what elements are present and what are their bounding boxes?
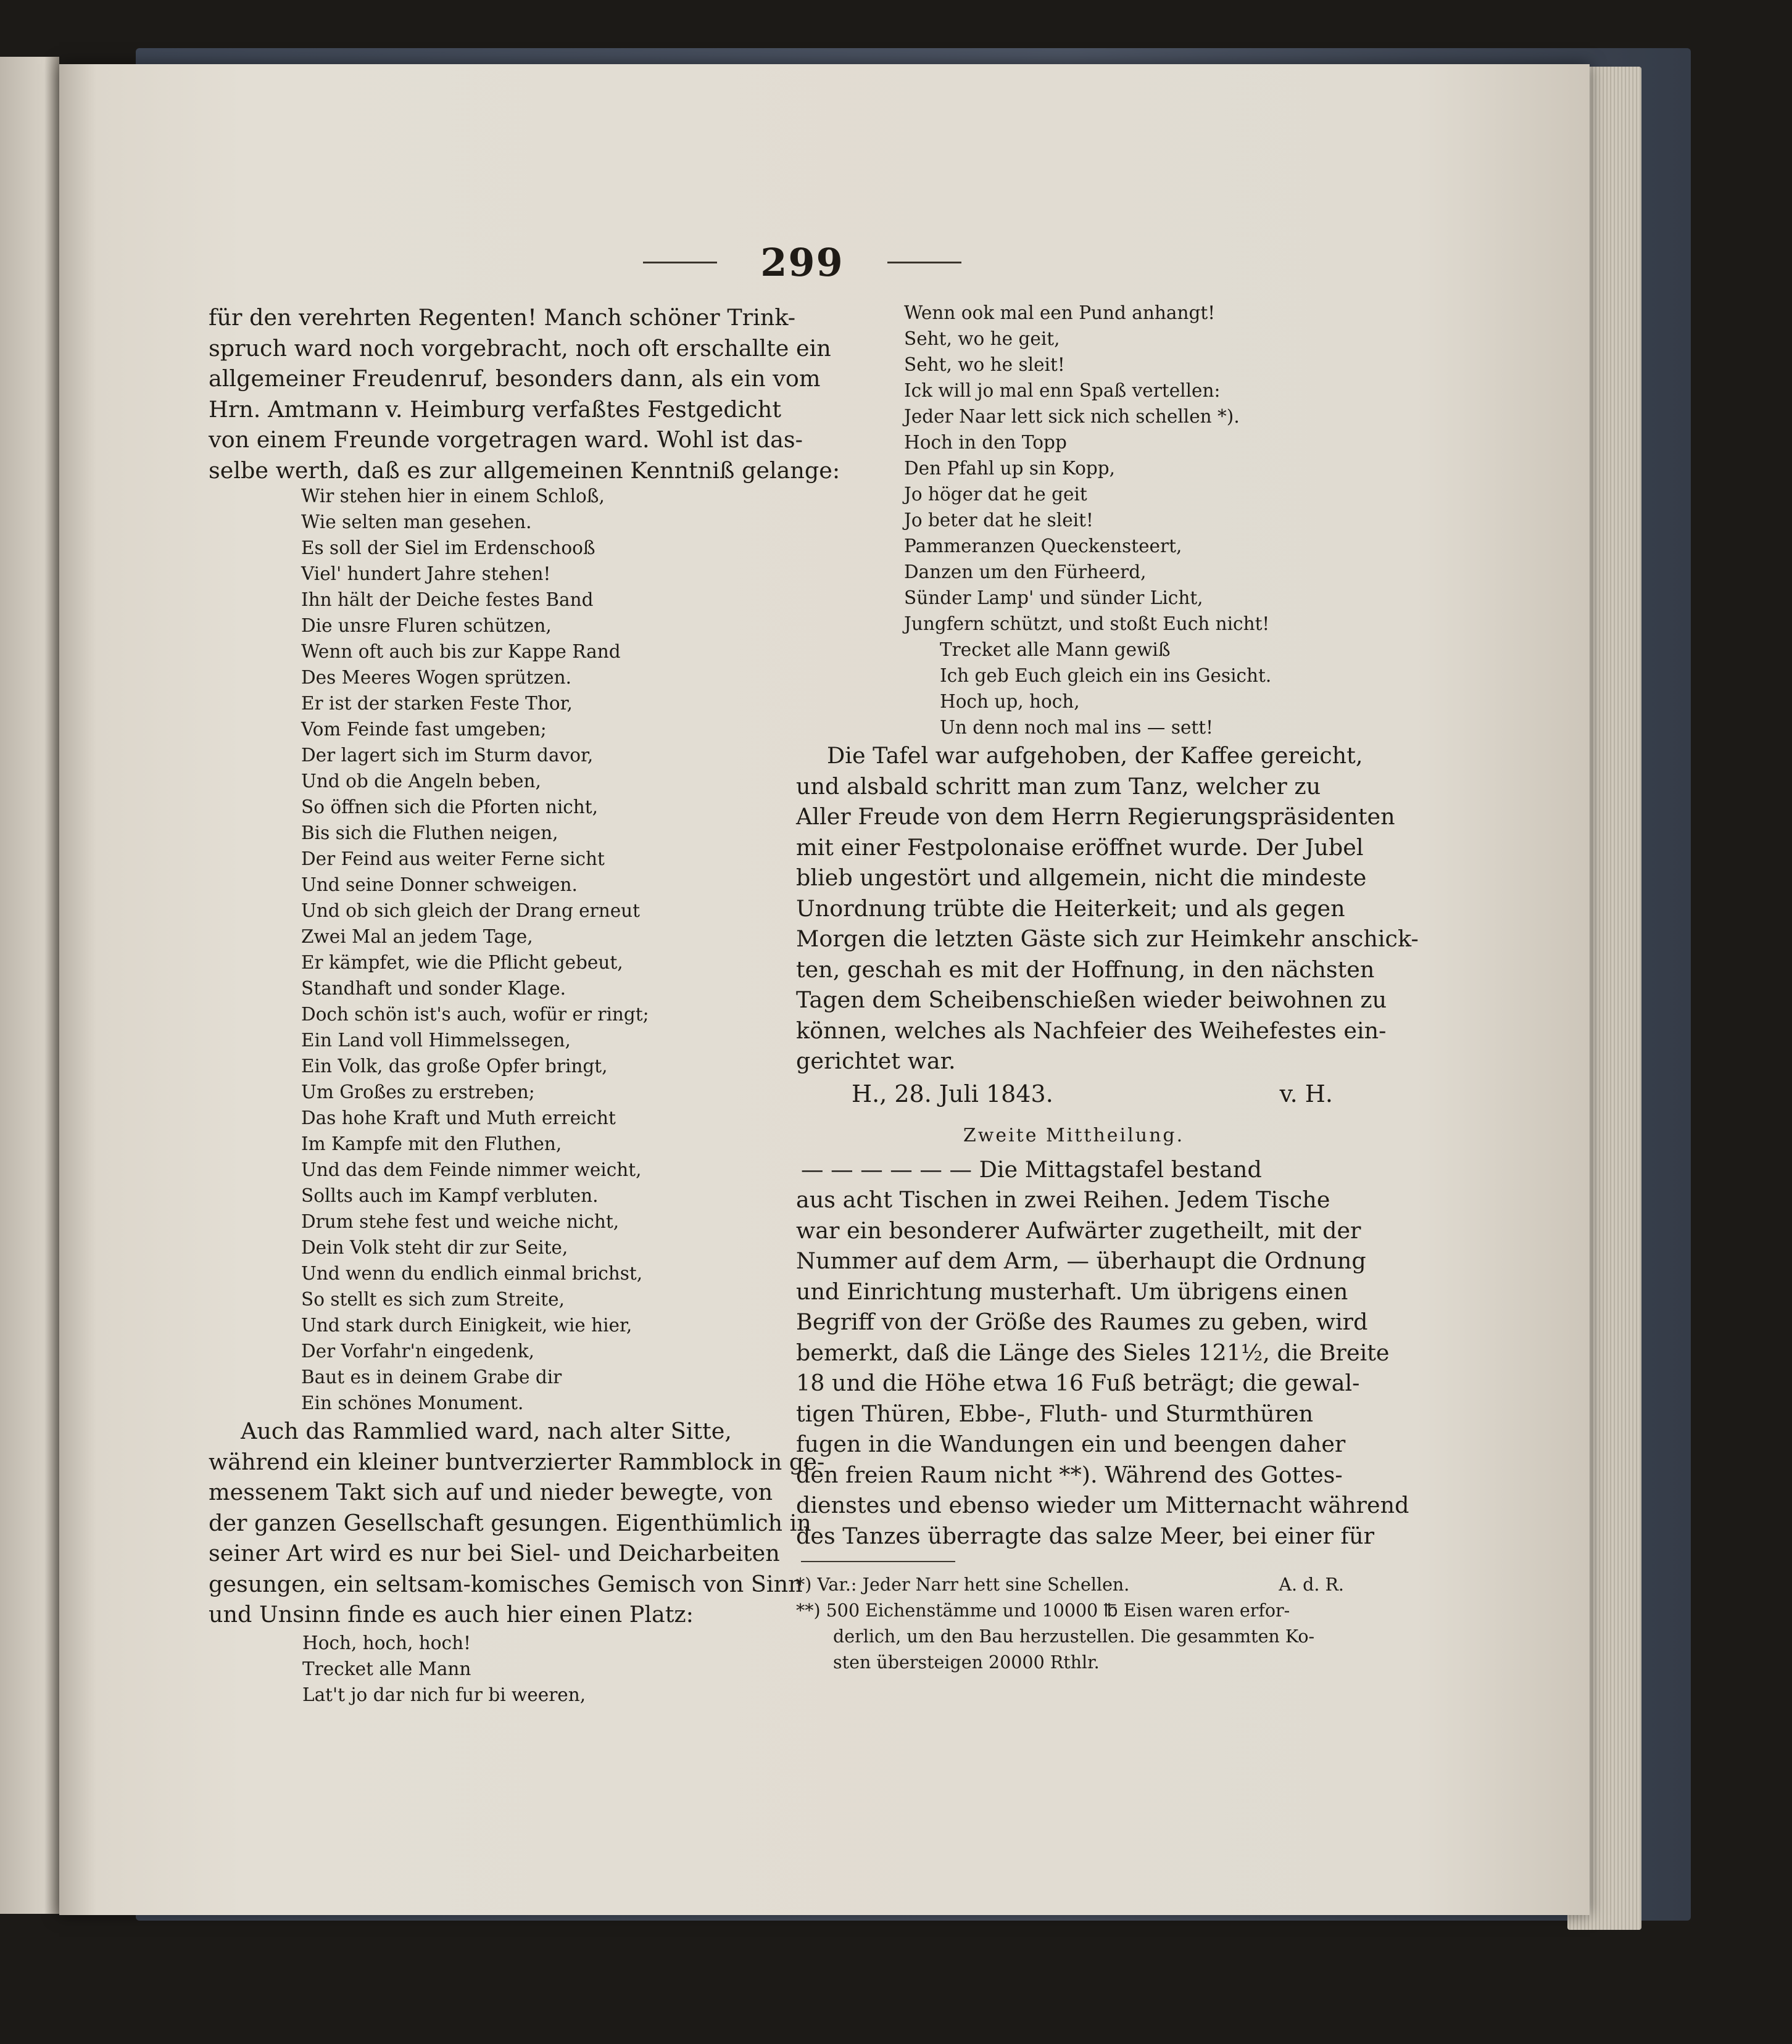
poem-line: Die unsre Fluren schützen, — [301, 615, 552, 636]
song-line: Jo beter dat he sleit! — [904, 510, 1093, 531]
song-line: Danzen um den Fürheerd, — [904, 561, 1147, 582]
rammlied-song — [209, 1630, 776, 1708]
poem-line: So stellt es sich zum Streite, — [301, 1289, 565, 1310]
song-line: Jungfern schützt, und stoßt Euch nicht! — [904, 613, 1270, 634]
footnote-1 — [796, 1572, 1351, 1598]
poem-line: Vom Feinde fast umgeben; — [301, 719, 547, 740]
song-line: Un denn noch mal ins — sett! — [940, 717, 1213, 738]
text-line: ten, geschah es mit der Hoffnung, in den nächsten — [796, 956, 1375, 983]
poem-line: So öffnen sich die Pforten nicht, — [301, 796, 599, 817]
footnote-1-text: *) Var.: Jeder Narr hett sine Schellen. — [796, 1574, 1130, 1595]
poem-line: Und seine Donner schweigen. — [301, 874, 578, 895]
left-column — [209, 302, 840, 1708]
poem-line: Doch schön ist's auch, wofür er ringt; — [301, 1004, 649, 1025]
footnote-2-line: sten übersteigen 20000 Rthlr. — [833, 1652, 1100, 1673]
dateline — [796, 1077, 1351, 1111]
footnote-2-line: **) 500 Eichenstämme und 10000 ℔ Eisen waren erfor- — [796, 1600, 1290, 1621]
text-line: der ganzen Gesellschaft gesungen. Eigenthümlich in — [209, 1509, 811, 1536]
song-line: Hoch, hoch, hoch! — [302, 1632, 471, 1653]
poem-line: Des Meeres Wogen sprützen. — [301, 667, 571, 688]
song-line: Hoch in den Topp — [904, 432, 1067, 453]
poem-line: Standhaft und sonder Klage. — [301, 978, 566, 999]
poem-line: Der lagert sich im Sturm davor, — [301, 745, 594, 766]
poem-line: Er kämpfet, wie die Pflicht gebeut, — [301, 952, 623, 973]
song-line: Hoch up, hoch, — [940, 691, 1080, 712]
text-line: mit einer Festpolonaise eröffnet wurde. Der Jubel — [796, 834, 1364, 861]
text-line: dienstes und ebenso wieder um Mitternacht während — [796, 1492, 1409, 1518]
text-line: blieb ungestört und allgemein, nicht die mindeste — [796, 864, 1367, 891]
song-line: Den Pfahl up sin Kopp, — [904, 458, 1116, 479]
text-line: während ein kleiner buntverzierter Rammblock in ge- — [209, 1448, 825, 1475]
footnote-rule — [801, 1561, 955, 1562]
poem-line: Der Vorfahr'n eingedenk, — [301, 1341, 534, 1362]
text-line: Aller Freude von dem Herrn Regierungspräsidenten — [796, 803, 1395, 830]
text-line: Unordnung trübte die Heiterkeit; und als gegen — [796, 895, 1345, 922]
text-line: fugen in die Wandungen ein und beengen daher — [796, 1431, 1346, 1457]
header-rule-left — [643, 262, 717, 263]
song-line: Lat't jo dar nich fur bi weeren, — [302, 1684, 586, 1705]
song-line: Seht, wo he sleit! — [904, 354, 1065, 375]
section-subheading: Zweite Mittheilung. — [963, 1124, 1185, 1146]
poem-line: Er ist der starken Feste Thor, — [301, 693, 573, 714]
poem-line: Um Großes zu erstreben; — [301, 1082, 535, 1103]
festgedicht-poem — [209, 483, 776, 1416]
poem-line: Und ob sich gleich der Drang erneut — [301, 900, 641, 921]
song-line: Ick will jo mal enn Spaß vertellen: — [904, 380, 1221, 401]
right-column — [796, 302, 1419, 1676]
poem-line: Ein Land voll Himmelssegen, — [301, 1030, 571, 1051]
poem-line: Das hohe Kraft und Muth erreicht — [301, 1107, 616, 1128]
text-line: aus acht Tischen in zwei Reihen. Jedem Tische — [796, 1186, 1330, 1213]
poem-line: Und stark durch Einigkeit, wie hier, — [301, 1315, 633, 1336]
footnote-1-sign: A. d. R. — [1279, 1574, 1344, 1595]
poem-line: Wir stehen hier in einem Schloß, — [301, 486, 605, 507]
song-line: Pammeranzen Queckensteert, — [904, 536, 1182, 557]
text-line: Morgen die letzten Gäste sich zur Heimkehr anschick- — [796, 925, 1419, 952]
text-line: bemerkt, daß die Länge des Sieles 121½, die Breite — [796, 1339, 1390, 1366]
poem-line: Bis sich die Fluthen neigen, — [301, 822, 558, 843]
song-line: Ich geb Euch gleich ein ins Gesicht. — [940, 665, 1272, 686]
text-line: Tagen dem Scheibenschießen wieder beiwohnen zu — [796, 987, 1387, 1013]
text-line: — — — — — — Die Mittagstafel bestand — [801, 1156, 1262, 1183]
poem-line: Wie selten man gesehen. — [301, 511, 532, 532]
text-line: gerichtet war. — [796, 1048, 956, 1074]
text-line: und Einrichtung musterhaft. Um übrigens einen — [796, 1278, 1348, 1305]
text-line: und alsbald schritt man zum Tanz, welcher zu — [796, 772, 1321, 800]
poem-line: Zwei Mal an jedem Tage, — [301, 926, 533, 947]
song-line: Jeder Naar lett sick nich schellen *). — [904, 406, 1240, 427]
poem-line: Und wenn du endlich einmal brichst, — [301, 1263, 643, 1284]
song-line: Trecket alle Mann — [302, 1658, 471, 1679]
poem-line: Drum stehe fest und weiche nicht, — [301, 1211, 620, 1232]
header-rule-right — [887, 262, 961, 263]
poem-line: Und das dem Feinde nimmer weicht, — [301, 1159, 642, 1180]
song-line: Jo höger dat he geit — [904, 484, 1087, 505]
text-line: Nummer auf dem Arm, — überhaupt die Ordnung — [796, 1248, 1366, 1274]
song-line: Trecket alle Mann gewiß — [940, 639, 1171, 660]
page-header — [629, 234, 975, 290]
text-line: von einem Freunde vorgetragen ward. Wohl ist das- — [209, 426, 803, 453]
poem-line: Und ob die Angeln beben, — [301, 771, 541, 792]
text-line: spruch ward noch vorgebracht, noch oft erschallte ein — [209, 334, 831, 362]
text-line: allgemeiner Freudenruf, besonders dann, als ein vom — [209, 365, 821, 392]
text-line: Die Tafel war aufgehoben, der Kaffee gereicht, — [827, 742, 1363, 769]
text-line: seiner Art wird es nur bei Siel- und Deicharbeiten — [209, 1540, 780, 1566]
poem-line: Es soll der Siel im Erdenschooß — [301, 537, 595, 558]
song-line: Seht, wo he geit, — [904, 328, 1060, 349]
poem-line: Im Kampfe mit den Fluthen, — [301, 1133, 562, 1154]
rammlied-song-continued — [796, 300, 1351, 740]
page-number: 299 — [760, 239, 844, 285]
dateline-place: H., 28. Juli 1843. — [852, 1080, 1053, 1107]
poem-line: Viel' hundert Jahre stehen! — [301, 563, 551, 584]
text-line: den freien Raum nicht **). Während des Gottes- — [796, 1461, 1343, 1488]
author-signature: v. H. — [1279, 1080, 1333, 1107]
poem-line: Ihn hält der Deiche festes Band — [301, 589, 594, 610]
text-line: 18 und die Höhe etwa 16 Fuß beträgt; die gewal- — [796, 1370, 1360, 1396]
text-line: Auch das Rammlied ward, nach alter Sitte, — [241, 1418, 732, 1444]
text-line: gesungen, ein seltsam-komisches Gemisch von Sinn — [209, 1570, 803, 1597]
song-line: Wenn ook mal een Pund anhangt! — [904, 302, 1216, 323]
text-line: Begriff von der Größe des Raumes zu geben, wird — [796, 1309, 1368, 1335]
poem-line: Baut es in deinem Grabe dir — [301, 1367, 562, 1388]
footnote-2-line: derlich, um den Bau herzustellen. Die gesammten Ko- — [833, 1626, 1315, 1647]
text-line: Hrn. Amtmann v. Heimburg verfaßtes Festgedicht — [209, 395, 781, 423]
poem-line: Dein Volk steht dir zur Seite, — [301, 1237, 568, 1258]
text-line: messenem Takt sich auf und nieder bewegte, von — [209, 1479, 773, 1505]
text-line: selbe werth, daß es zur allgemeinen Kenntniß gelange: — [209, 457, 840, 484]
poem-line: Der Feind aus weiter Ferne sicht — [301, 848, 605, 869]
poem-line: Sollts auch im Kampf verbluten. — [301, 1185, 599, 1206]
text-line: für den verehrten Regenten! Manch schöner Trink- — [209, 304, 796, 331]
text-line: war ein besonderer Aufwärter zugetheilt, mit der — [796, 1217, 1361, 1244]
poem-line: Ein schönes Monument. — [301, 1392, 524, 1413]
poem-line: Wenn oft auch bis zur Kappe Rand — [301, 641, 621, 662]
text-line: des Tanzes überragte das salze Meer, bei einer für — [796, 1522, 1375, 1549]
text-line: und Unsinn finde es auch hier einen Platz: — [209, 1601, 694, 1628]
poem-line: Ein Volk, das große Opfer bringt, — [301, 1056, 608, 1077]
previous-page-edge — [0, 57, 59, 1914]
song-line: Sünder Lamp' und sünder Licht, — [904, 587, 1203, 608]
text-line: können, welches als Nachfeier des Weihefestes ein- — [796, 1017, 1387, 1044]
text-line: tigen Thüren, Ebbe-, Fluth- und Sturmthüren — [796, 1400, 1314, 1427]
